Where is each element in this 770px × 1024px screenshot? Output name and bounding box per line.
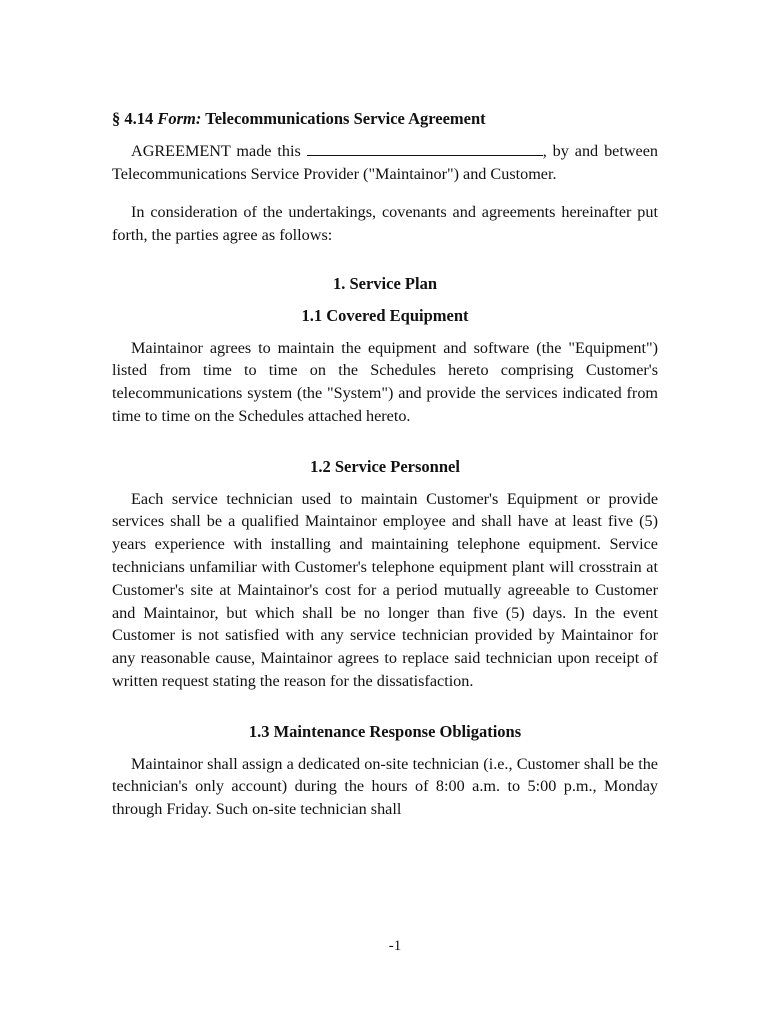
date-blank-line bbox=[307, 141, 543, 156]
section-title: Telecommunications Service Agreement bbox=[205, 109, 486, 128]
subsection-heading-service-personnel: 1.2 Service Personnel bbox=[310, 456, 460, 476]
maintenance-response-paragraph: Maintainor shall assign a dedicated on-site technician (i.e., Customer shall be the technician's only account) during the hours of 8:00 a.m. to 5:00 p.m., Monday through Friday. Such on-site technician shall bbox=[112, 754, 658, 819]
consideration-paragraph: In consideration of the undertakings, covenants and agreements hereinafter put forth, the parties agree as follows: bbox=[112, 203, 658, 245]
service-personnel-paragraph: Each service technician used to maintain Customer's Equipment or provide services shall be a qualified Maintainor employee and shall have at least five (5) years experience with installing and maintaining telephone equipment. Service technicians unfamiliar with Customer's telephone equipment plant will crosstrain at Customer's site at Maintainor's cost for a period mutually agreeable to Customer and Maintainor, but which shall be no longer than five (5) days. In the event Customer is not satisfied with any service technician provided by Maintainor for any reasonable cause, Maintainor agrees to replace said technician upon receipt of written request stating the reason for the dissatisfaction. bbox=[112, 489, 658, 690]
document-page bbox=[112, 108, 658, 837]
section-heading-service-plan: 1. Service Plan bbox=[332, 273, 438, 293]
section-number: § 4.14 bbox=[112, 109, 154, 128]
intro-after-blank: , by and between Telecommunications Service Provider ("Maintainor") and Customer. bbox=[112, 141, 658, 183]
document-title bbox=[112, 108, 658, 131]
page-number: -1 bbox=[388, 938, 402, 954]
intro-before-blank: AGREEMENT made this bbox=[131, 141, 301, 160]
section-form-label: Form: bbox=[157, 109, 202, 128]
agreement-intro-paragraph bbox=[112, 140, 658, 186]
subsection-heading-covered-equipment: 1.1 Covered Equipment bbox=[301, 305, 469, 325]
covered-equipment-paragraph: Maintainor agrees to maintain the equipment and software (the "Equipment") listed from time to time on the Schedules hereto comprising Customer's telecommunications system (the "System") and provide the services indicated from time to time on the Schedules attached hereto. bbox=[112, 338, 658, 425]
subsection-heading-maintenance-response: 1.3 Maintenance Response Obligations bbox=[248, 721, 522, 741]
